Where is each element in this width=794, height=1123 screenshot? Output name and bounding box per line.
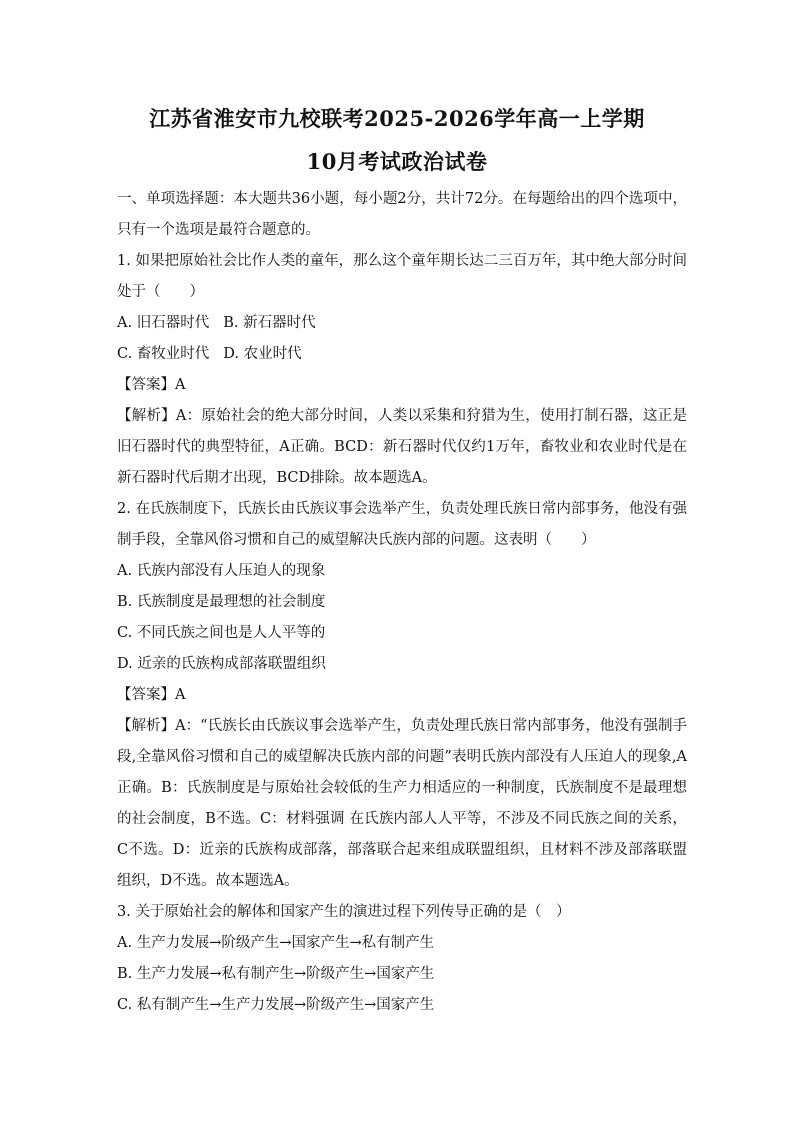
q1-answer: 【答案】A (117, 377, 186, 393)
q1-analysis: 【解析】A：原始社会的绝大部分时间，人类以采集和狩猎为生，使用打制石器，这正是旧石器时代的典型特征，A正确。BCD：新石器时代仅约1万年，畜牧业和农业时代是在新石器时代后期才出现，BCD排除。故本题选A。 (117, 408, 687, 486)
q1-stem: 1. 如果把原始社会比作人类的童年，那么这个童年期长达二三百万年，其中绝大部分时间处于（ ） (117, 253, 687, 300)
q1-options-row-2 (117, 339, 687, 370)
q2-option-a: A. 氏族内部没有人压迫人的现象 (117, 563, 326, 579)
exam-content (117, 184, 687, 1021)
q1-option-c: C. 畜牧业时代 (117, 346, 210, 362)
q3-option-b: B. 生产力发展→私有制产生→阶级产生→国家产生 (117, 966, 435, 982)
q1-options-row-1 (117, 308, 687, 339)
q1-option-d: D. 农业时代 (223, 346, 302, 362)
q3-option-c: C. 私有制产生→生产力发展→阶级产生→国家产生 (117, 997, 435, 1013)
exam-title-line2: 10月考试政治试卷 (306, 149, 488, 174)
q2-stem: 2. 在氏族制度下，氏族长由氏族议事会选举产生，负责处理氏族日常内部事务，他没有强制手段，全靠风俗习惯和自己的威望解决氏族内部的问题。这表明（ ） (117, 501, 687, 548)
q2-option-c: C. 不同氏族之间也是人人平等的 (117, 625, 326, 641)
section-intro: 一、单项选择题：本大题共36小题，每小题2分，共计72分。在每题给出的四个选项中，只有一个选项是最符合题意的。 (117, 191, 687, 238)
q3-option-a: A. 生产力发展→阶级产生→国家产生→私有制产生 (117, 935, 435, 951)
q2-analysis: 【解析】A：“氏族长由氏族议事会选举产生，负责处理氏族日常内部事务，他没有强制手段,全靠风俗习惯和自己的威望解决氏族内部的问题”表明氏族内部没有人压迫人的现象,A正确。B：氏族制度是与原始社会较低的生产力相适应的一种制度，氏族制度不是最理想的社会制度，B不选。C：材料强调 在氏族内部人人平等，不涉及不同氏族之间的关系，C不选。D：近亲的氏族构成部落，部落联合起来组成联盟组织，且材料不涉及部落联盟组织，D不选。故本题选A。 (117, 718, 687, 889)
q1-option-a: A. 旧石器时代 (117, 315, 210, 331)
q2-option-d: D. 近亲的氏族构成部落联盟组织 (117, 656, 326, 672)
q2-option-b: B. 氏族制度是最理想的社会制度 (117, 594, 326, 610)
q3-stem: 3. 关于原始社会的解体和国家产生的演进过程下列传导正确的是（ ） (117, 904, 571, 920)
q2-answer: 【答案】A (117, 687, 186, 703)
exam-title-line1: 江苏省淮安市九校联考2025-2026学年高一上学期 (149, 106, 645, 131)
q1-option-b: B. 新石器时代 (223, 315, 316, 331)
